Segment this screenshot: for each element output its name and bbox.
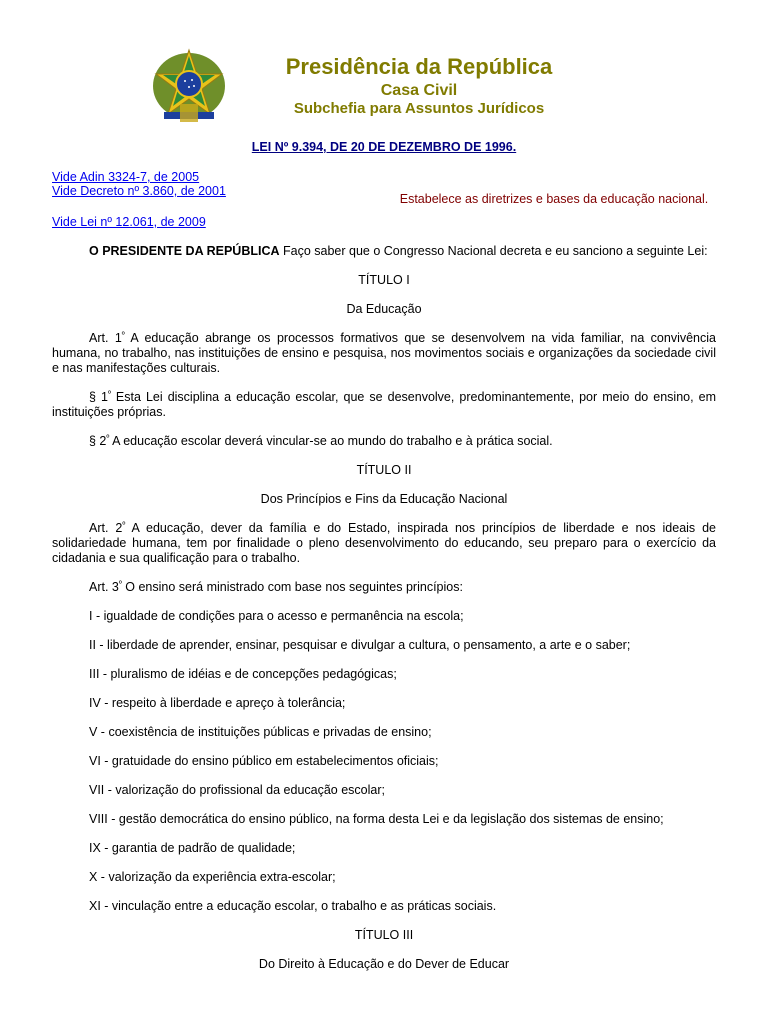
law-title[interactable]: LEI Nº 9.394, DE 20 DE DEZEMBRO DE 1996. [251,140,517,154]
ementa: Estabelece as diretrizes e bases da educação nacional. [399,192,709,206]
header-subchefia: Subchefia para Assuntos Jurídicos [293,100,545,117]
vide-link-adin[interactable]: Vide Adin 3324-7, de 2005 [52,170,200,184]
titulo-2: TÍTULO II [356,463,412,477]
art-3: Art. $3^º$ O ensino será ministrado com base nos seguintes princípios: [89,578,463,594]
art-1-par-1: § $1^º$ Esta Lei disciplina a educação escolar, que se desenvolve, predominantemente, por meio do ensino, em instituições próprias. [52,388,716,419]
art-1-par-2: § $2^º$ A educação escolar deverá vincular-se ao mundo do trabalho e à prática social. [89,432,553,448]
principio-item: VI - gratuidade do ensino público em estabelecimentos oficiais; [89,754,439,768]
art-1: Art. $1^º$ A educação abrange os processos formativos que se desenvolvem na vida familiar, na convivência humana, no trabalho, nas instituições de ensino e pesquisa, nos movimentos sociais e organizações da sociedade civil e nas manifestações culturais. [52,329,716,375]
preamble: O PRESIDENTE DA REPÚBLICA Faço saber que o Congresso Nacional decreta e eu sanciono a seguinte Lei: [89,244,708,258]
principio-item: II - liberdade de aprender, ensinar, pesquisar e divulgar a cultura, o pensamento, a arte e o saber; [89,638,631,652]
brazil-coat-of-arms-icon [150,46,228,126]
titulo-1-name: Da Educação [346,302,422,316]
principio-item: VIII - gestão democrática do ensino público, na forma desta Lei e da legislação dos sistemas de ensino; [89,812,664,826]
principio-item: XI - vinculação entre a educação escolar, o trabalho e as práticas sociais. [89,899,497,913]
principio-item: X - valorização da experiência extra-escolar; [89,870,336,884]
vide-link-lei[interactable]: Vide Lei nº 12.061, de 2009 [52,215,206,229]
principio-item: I - igualdade de condições para o acesso e permanência na escola; [89,609,464,623]
titulo-2-name: Dos Princípios e Fins da Educação Nacional [260,492,508,506]
titulo-3-name: Do Direito à Educação e do Dever de Educar [258,957,510,971]
principio-item: III - pluralismo de idéias e de concepções pedagógicas; [89,667,397,681]
principio-item: IX - garantia de padrão de qualidade; [89,841,296,855]
titulo-1: TÍTULO I [358,273,410,287]
vide-link-decreto[interactable]: Vide Decreto nº 3.860, de 2001 [52,184,226,198]
principio-item: VII - valorização do profissional da educação escolar; [89,783,385,797]
principio-item: V - coexistência de instituições públicas e privadas de ensino; [89,725,432,739]
page-header [0,0,768,130]
titulo-3: TÍTULO III [354,928,414,942]
header-title: Presidência da República [285,54,553,79]
law-body [52,244,716,986]
header-subtitle: Casa Civil [380,82,458,99]
art-2: Art. $2^º$ A educação, dever da família e do Estado, inspirada nos princípios de liberdade e nos ideais de solidariedade humana, tem por finalidade o pleno desenvolvimento do educando, seu preparo para o exercício da cidadania e sua qualificação para o trabalho. [52,519,716,565]
principio-item: IV - respeito à liberdade e apreço à tolerância; [89,696,346,710]
